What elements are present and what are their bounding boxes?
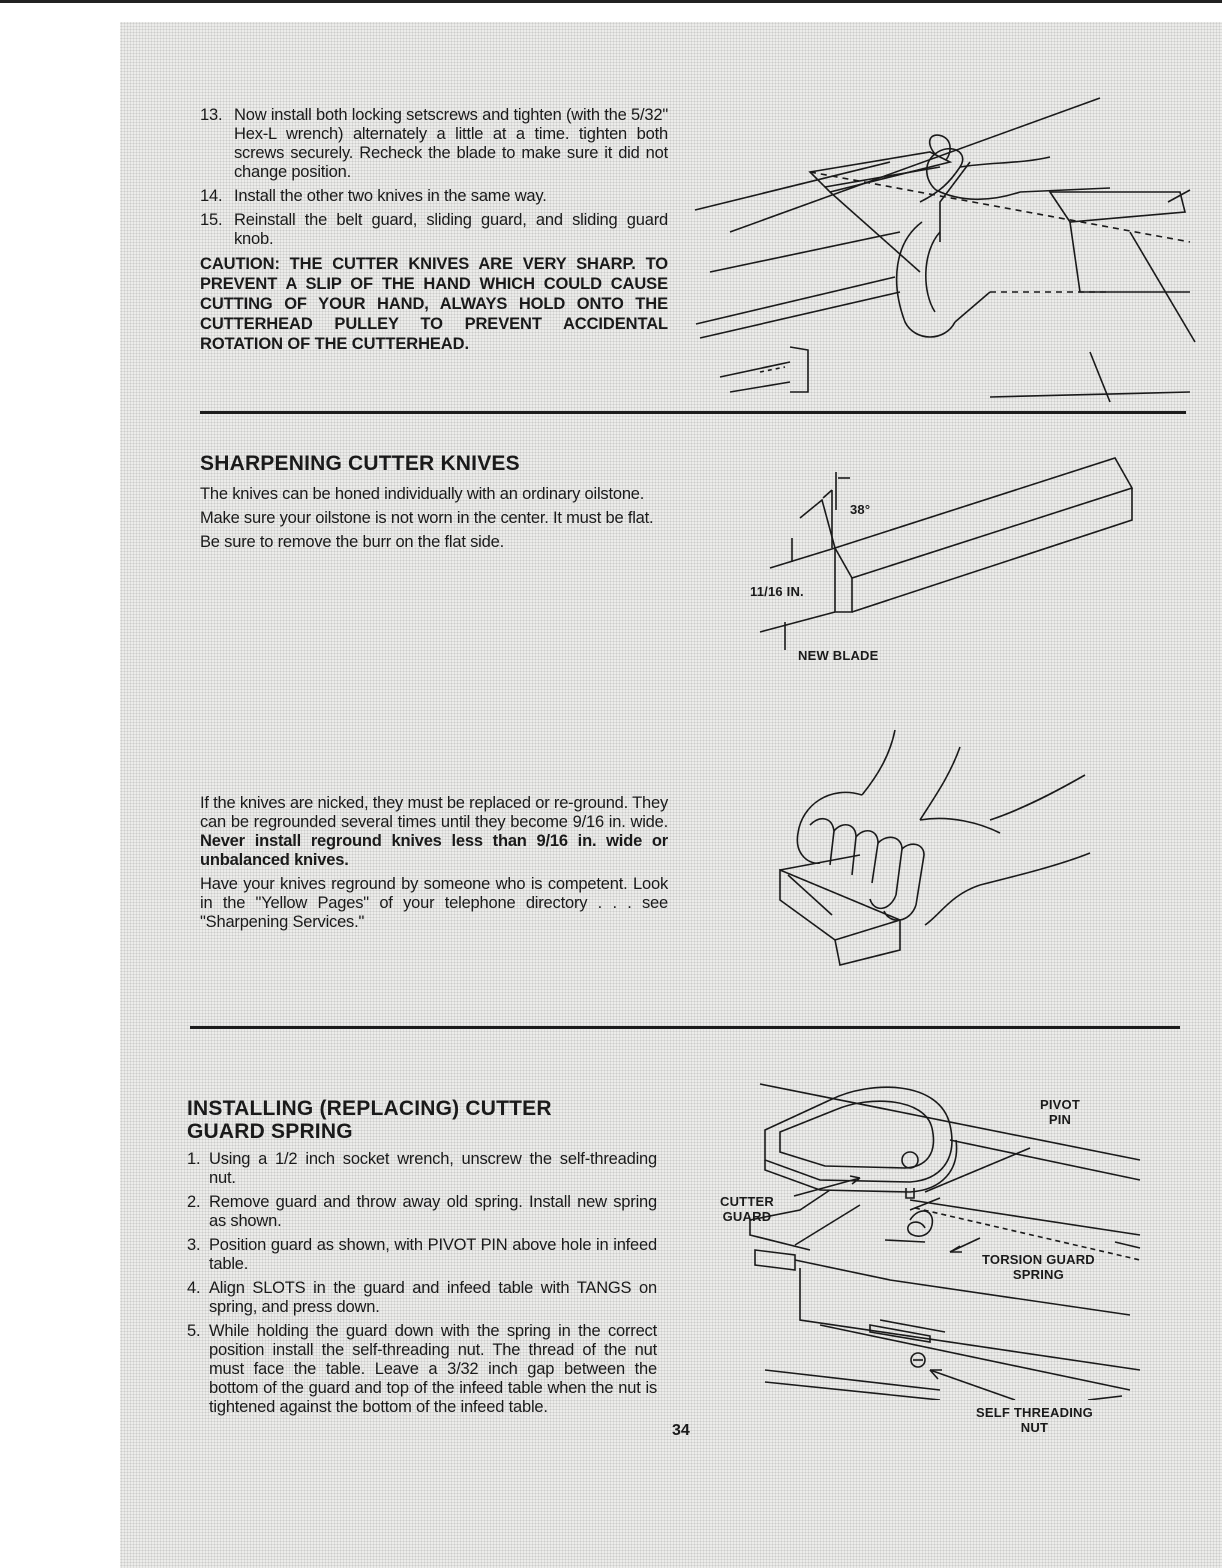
section-divider-1 — [200, 411, 1186, 414]
pivot-pin-label: PIVOT PIN — [1040, 1097, 1081, 1127]
self-threading-nut-display: SELF THREADING NUT — [976, 1405, 1093, 1435]
sharpening-para-2: Make sure your oilstone is not worn in the center. It must be flat. — [200, 509, 654, 527]
new-blade-diagram — [740, 450, 1160, 663]
guard-step-3: 3. Position guard as shown, with PIVOT PIN above hole in infeed table. — [187, 1236, 657, 1273]
honing-illustration — [770, 725, 1100, 975]
sharpening-text — [200, 485, 668, 557]
nicked-paragraph: If the knives are nicked, they must be replaced or re-ground. They can be regrounded several times until they become 9/16 in. wide. Never install reground knives less than 9/16 in. wide or unbalanced knives. — [200, 794, 668, 869]
blade-width-label: 11/16 IN. — [750, 584, 804, 599]
blade-angle-label: 38° — [850, 502, 871, 517]
new-blade-label: NEW BLADE — [798, 648, 879, 663]
nicked-knives-text — [200, 794, 668, 937]
guard-step-1: 1. Using a 1/2 inch socket wrench, unscrew the self-threading nut. — [187, 1150, 657, 1187]
sharpening-para-3: Be sure to remove the burr on the flat side. — [200, 533, 504, 551]
step-15: 15. Reinstall the belt guard, sliding guard, and sliding guard knob. — [200, 211, 668, 248]
top-border — [0, 0, 1222, 3]
knife-install-steps — [200, 106, 668, 371]
page-number: 34 — [672, 1422, 690, 1439]
cutter-guard-diagram — [710, 1070, 1150, 1400]
step-14: 14. Install the other two knives in the same way. — [200, 187, 547, 205]
guard-step-5: 5. While holding the guard down with the spring in the correct position install the self-threading nut. The thread of the nut must face the table. Leave a 3/32 inch gap between the bottom of the guard and top of the infeed table when the nut is tightened against the bottom of the infeed table. — [187, 1322, 657, 1416]
guard-spring-steps — [187, 1150, 657, 1422]
regrind-paragraph: Have your knives reground by someone who is competent. Look in the "Yellow Pages" of your telephone directory . . . see "Sharpening Services." — [200, 875, 668, 931]
guard-spring-heading: INSTALLING (REPLACING) CUTTER GUARD SPRING — [187, 1097, 552, 1143]
sharpening-heading: SHARPENING CUTTER KNIVES — [200, 452, 520, 475]
step-13: 13. Now install both locking setscrews and tighten (with the 5/32" Hex-L wrench) alternately a little at a time. tighten both screws securely. Recheck the blade to make sure it did not change position. — [200, 106, 668, 181]
torsion-guard-spring-label: TORSION GUARD SPRING — [982, 1252, 1095, 1282]
sharpening-para-1: The knives can be honed individually with an ordinary oilstone. — [200, 485, 645, 503]
section-divider-2 — [190, 1026, 1180, 1029]
cutter-guard-label: CUTTER GUARD — [720, 1194, 774, 1224]
guard-step-2: 2. Remove guard and throw away old spring. Install new spring as shown. — [187, 1193, 657, 1230]
setscrew-illustration — [690, 92, 1200, 412]
guard-step-4: 4. Align SLOTS in the guard and infeed table with TANGS on spring, and press down. — [187, 1279, 657, 1316]
caution-notice: CAUTION: THE CUTTER KNIVES ARE VERY SHARP. TO PREVENT A SLIP OF THE HAND WHICH COULD CAUSE CUTTING OF YOUR HAND, ALWAYS HOLD ONTO THE CUTTERHEAD PULLEY TO PREVENT ACCIDENTAL ROTATION OF THE CUTTERHEAD. — [200, 255, 668, 353]
